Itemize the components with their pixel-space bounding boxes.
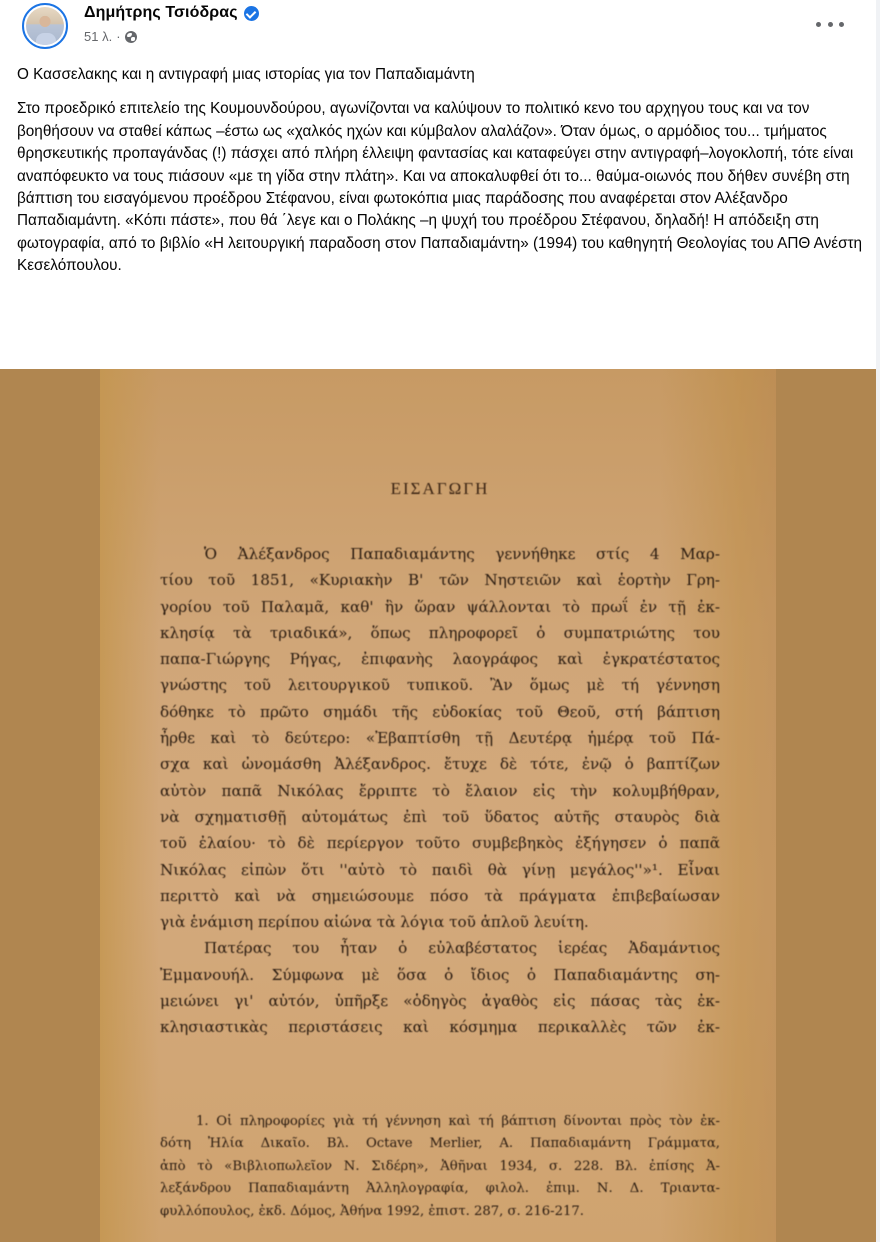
book-line: τίου τοῦ 1851, «Κυριακὴν Β' τῶν Νηστειῶν καὶ ἑορτὴν Γρη-: [160, 571, 720, 590]
book-line: ἦρθε καὶ τὸ δεύτερο: «Ἐβαπτίσθη τῇ Δευτέρᾳ ἡμέρᾳ τοῦ Πά-: [160, 729, 720, 748]
footnote-line: δότη Ἠλία Δικαῖο. Βλ. Octave Merlier, Α. Παπαδιαμάντη Γράμματα,: [160, 1136, 720, 1152]
book-line: τοῦ ἐλαίου· τὸ δὲ περίεργον τοῦτο συμβεβηκὸς ἐξήγησεν ὁ παπᾶ: [160, 834, 720, 853]
post-title: Ο Κασσελακης και η αντιγραφή μιας ιστορίας για τον Παπαδιαμάντη: [17, 66, 475, 83]
book-line: σχα καὶ ὠνομάσθη Ἀλέξανδρος. ἔτυχε δὲ τότε, ἐνῷ ὁ βαπτίζων: [160, 755, 720, 774]
book-line: παπα-Γιώργης Ρήγας, ἐπιφανὴς λαογράφος καὶ ἐγκρατέστατος: [160, 650, 720, 669]
author-avatar[interactable]: [22, 3, 68, 49]
author-name-row: [84, 4, 259, 22]
book-line: μειώνει γι' αὐτόν, ὑπῆρξε «ὁδηγὸς ἀγαθὸς εἰς πάσας τὰς ἐκ-: [160, 992, 720, 1011]
book-footnotes: [160, 1111, 720, 1224]
verified-badge-icon: [244, 6, 259, 21]
book-line: Ἐμμανουήλ. Σύμφωνα μὲ ὅσα ὁ ἴδιος ὁ Παπαδιαμάντης ση-: [160, 965, 720, 984]
book-line: κλησίᾳ τὰ τριαδικά», ὅπως πληροφορεῖ ὁ συμπατριώτης του: [160, 623, 720, 642]
globe-icon[interactable]: [125, 31, 137, 43]
footnote-line: ἀπὸ τὸ «Βιβλιοπωλεῖον Ν. Σιδέρη», Ἀθῆναι 1934, σ. 228. Βλ. ἐπίσης Ἀ-: [160, 1158, 720, 1174]
book-line: Πατέρας του ἦταν ὁ εὐλαβέστατος ἱερέας Ἀδαμάντιος: [204, 939, 720, 958]
avatar-photo: [26, 7, 64, 45]
book-line: κλησιαστικὰς περιστάσεις καὶ κόσμημα περικαλλὲς τῶν ἐκ-: [160, 1018, 720, 1037]
footnote-line: 1. Οἱ πληροφορίες γιὰ τή γέννηση καὶ τή βάπτιση δίνονται πρὸς τὸν ἐκ-: [196, 1113, 720, 1129]
book-line: νὰ σχηματισθῇ αὐτομάτως ἐπὶ τοῦ ὕδατος αὐτῆς σταυρὸς διὰ: [160, 807, 720, 826]
more-options-button[interactable]: [816, 14, 844, 34]
book-line: γορίου τοῦ Παλαμᾶ, καθ' ἣν ὥραν ψάλλονται τὸ πρωΐ ἐν τῇ ἐκ-: [160, 597, 720, 616]
book-line: αὐτὸν παπᾶ Νικόλας ἔρριπτε τὸ ἔλαιον εἰς τὴν κολυμβήθραν,: [160, 781, 720, 800]
footnote-line: λεξάνδρου Παπαδιαμάντη Ἀλληλογραφία, φιλολ. ἐπιμ. Ν. Δ. Τριαντα-: [160, 1181, 720, 1197]
post-content: [17, 64, 863, 278]
book-line: Ὁ Ἀλέξανδρος Παπαδιαμάντης γεννήθηκε στίς 4 Μαρ-: [204, 545, 720, 563]
book-page: [100, 369, 776, 1242]
book-line: γνώστης τοῦ λειτουργικοῦ τυπικοῦ. Ἂν ὅμως μὲ τή γέννηση: [160, 676, 720, 695]
book-line: περιττὸ καὶ νὰ σημειώσουμε πόσο τὰ πράγματα ἐπιβεβαίωσαν: [160, 886, 720, 905]
book-line: δόθηκε τὸ πρῶτο σημάδι τῆς εὐδοκίας τοῦ Θεοῦ, στή βάπτιση: [160, 702, 720, 721]
page-scrollbar[interactable]: [876, 0, 880, 1242]
more-options-icon: [828, 22, 833, 27]
more-options-icon: [839, 22, 844, 27]
footnote-line: φυλλόπουλος, ἐκδ. Δόμος, Ἀθήνα 1992, ἐπιστ. 287, σ. 216-217.: [160, 1203, 584, 1219]
post-body: Στο προεδρικό επιτελείο της Κουμουνδούρου, αγωνίζονται να καλύψουν το πολιτικό κενο του αρχηγου τους και να τον βοηθήσουν να σταθεί κάπως –έστω ως «χαλκός ηχών και κύμβαλον αλαλάζον». Όταν όμως, ο αρμόδιος του... τμήματος θρησκευτικής προπαγάνδας (!) πάσχει από πλήρη έλλειψη φαντασίας και καταφεύγει στην αντιγραφή–λογοκλοπή, τότε είναι αναπόφευκτο να τους πιάσουν «με τη γίδα στην πλάτη». Και να αποκαλυφθεί ότι το... θαύμα-οιωνός που δήθεν συνέβη στη βάπτιση του εισαγόμενου προέδρου Στέφανου, είναι φωτοκόπια μιας παράδοσης που αναφέρεται στον Αλέξανδρο Παπαδιαμάντη. «Κόπι πάστε», που θά ΄λεγε και ο Πολάκης –η ψυχή του προέδρου Στέφανου, δηλαδή! Η απόδειξη στη φωτογραφία, από το βιβλίο «Η λειτουργική παραδοση στον Παπαδιαμάντη» (1994) του καθηγητή Θεολογίας του ΑΠΘ Ανέστη Κεσελόπουλου.: [17, 100, 863, 275]
post-photo[interactable]: [0, 369, 876, 1242]
meta-separator: ·: [116, 29, 121, 44]
book-page-text: [160, 479, 720, 1223]
book-line: γιὰ ἑνάμιση περίπου αἰώνα τὰ λόγια τοῦ ἁπλοῦ λευίτη.: [160, 913, 589, 932]
post-meta: [84, 29, 137, 44]
author-name[interactable]: Δημήτρης Τσιόδρας: [84, 4, 238, 21]
post-timestamp[interactable]: 51 λ.: [84, 29, 113, 44]
book-line: Νικόλας εἰπὼν ὅτι ''αὐτὸ τὸ παιδὶ θὰ γίνῃ μεγάλος''»¹. Εἶναι: [160, 860, 720, 879]
post-header: [0, 0, 876, 56]
book-chapter-heading: ΕΙΣΑΓΩΓΗ: [390, 479, 490, 498]
more-options-icon: [816, 22, 821, 27]
